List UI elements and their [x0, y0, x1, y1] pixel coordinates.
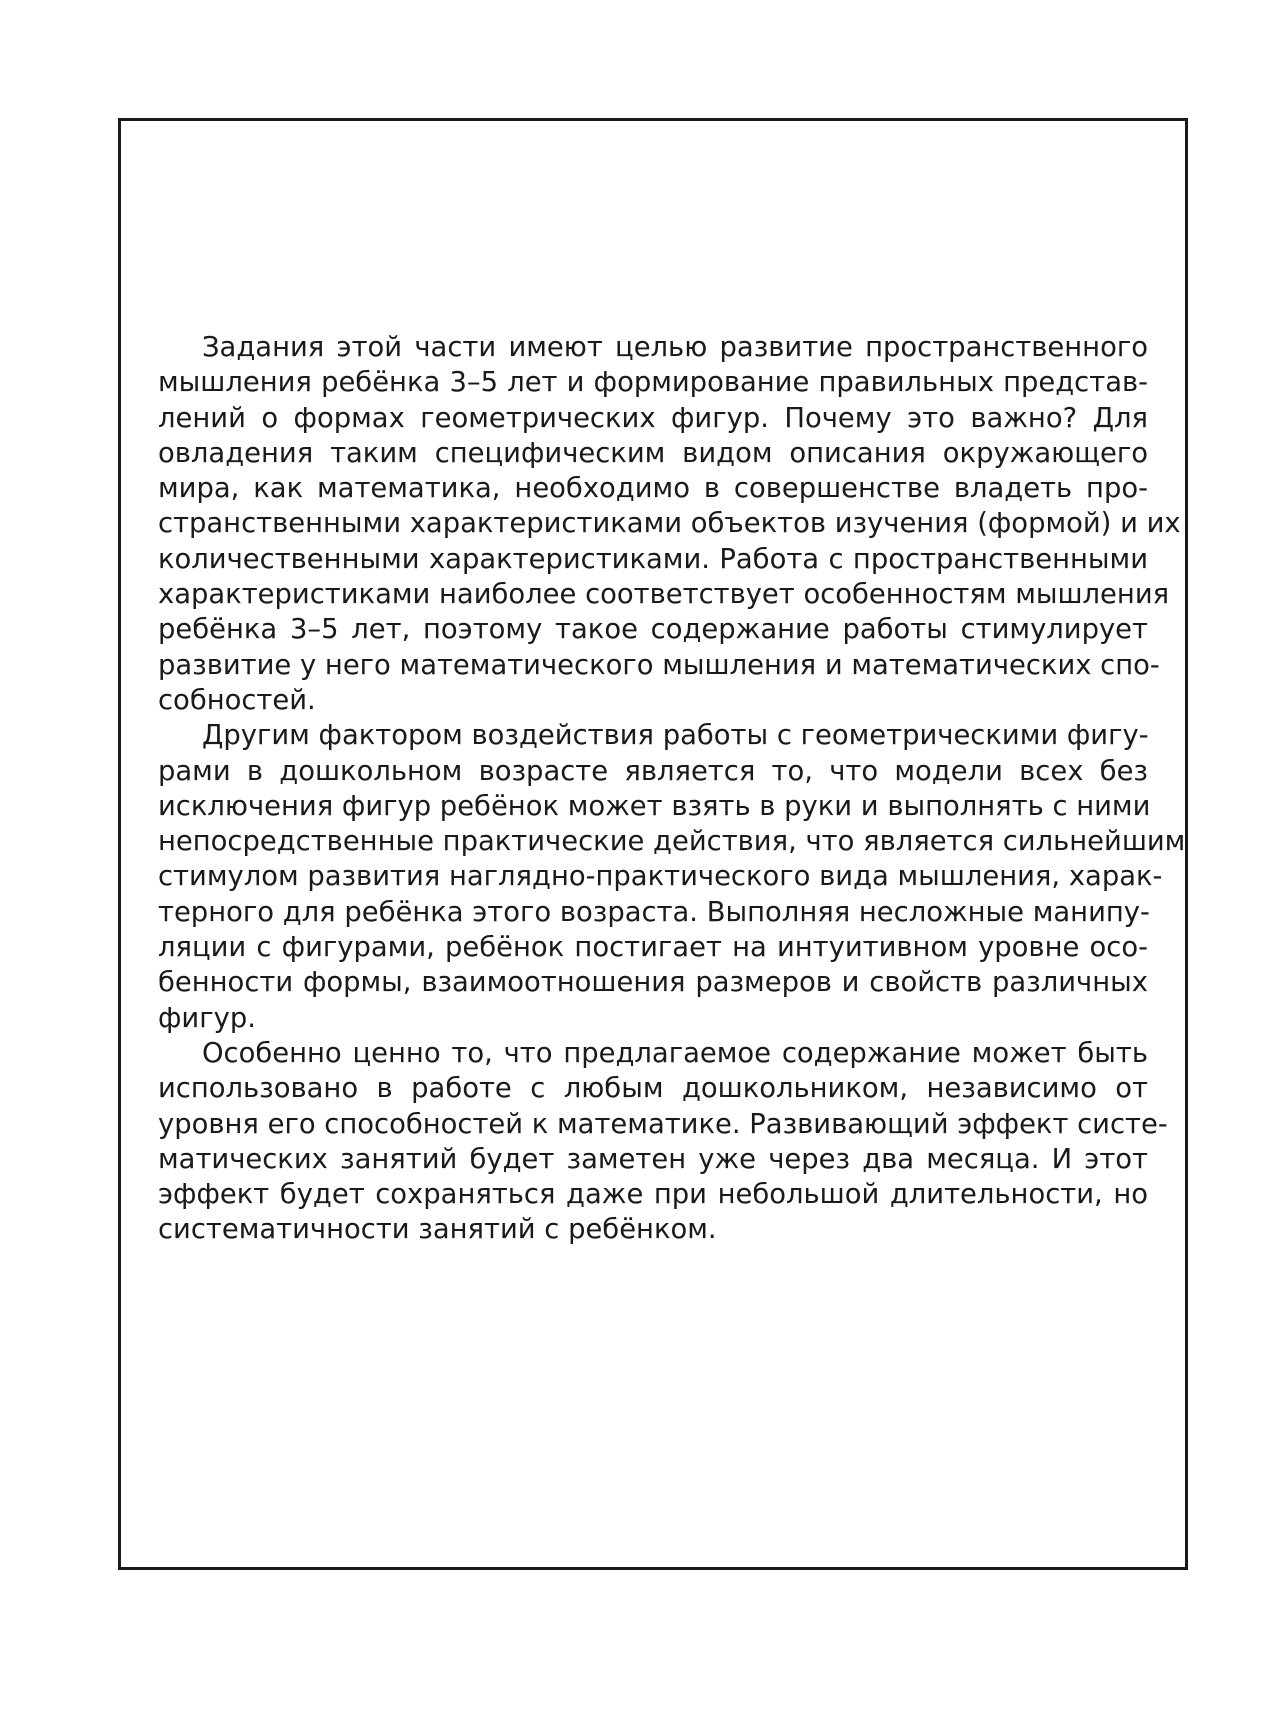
text-line: мышления ребёнка 3–5 лет и формирование правильных представ-	[158, 367, 1148, 399]
text-line: количественными характеристиками. Работа с пространственными	[158, 543, 1148, 575]
text-line: бенности формы, взаимоотношения размеров и свойств различных	[158, 967, 1148, 999]
text-line: терного для ребёнка этого возраста. Выполняя несложные манипу-	[158, 896, 1150, 928]
text-line: развитие у него математического мышления и математических спо-	[158, 649, 1160, 681]
paragraph-2	[158, 718, 1186, 1036]
text-line: странственными характеристиками объектов изучения (формой) и их	[158, 508, 1181, 540]
text-line: ребёнка 3–5 лет, поэтому такое содержание работы стимулирует	[158, 614, 1148, 646]
paragraph-1	[158, 330, 1181, 718]
text-line: ляции с фигурами, ребёнок постигает на интуитивном уровне осо-	[158, 932, 1148, 964]
text-line: лений о формах геометрических фигур. Почему это важно? Для	[158, 402, 1148, 434]
paragraph-3	[158, 1036, 1168, 1248]
text-line: характеристиками наиболее соответствует особенностям мышления	[158, 579, 1170, 611]
text-line: собностей.	[158, 684, 316, 716]
text-line: эффект будет сохраняться даже при небольшой длительности, но	[158, 1179, 1148, 1211]
text-line: Задания этой части имеют целью развитие пространственного	[202, 332, 1148, 363]
text-line: мира, как математика, необходимо в совершенстве владеть про-	[158, 473, 1148, 505]
text-line: Другим фактором воздействия работы с геометрическими фигу-	[202, 720, 1149, 752]
text-line: Особенно ценно то, что предлагаемое содержание может быть	[202, 1037, 1148, 1069]
text-line: уровня его способностей к математике. Развивающий эффект систе-	[158, 1108, 1168, 1140]
text-line: стимулом развития наглядно-практического вида мышления, харак-	[158, 861, 1163, 893]
text-line: использовано в работе с любым дошкольником, независимо от	[158, 1073, 1148, 1105]
text-line: овладения таким специфическим видом описания окружающего	[158, 437, 1148, 469]
text-line: непосредственные практические действия, что является сильнейшим	[158, 826, 1186, 858]
text-line: систематичности занятий с ребёнком.	[158, 1214, 717, 1246]
text-line: матических занятий будет заметен уже через два месяца. И этот	[158, 1143, 1148, 1175]
text-line: рами в дошкольном возрасте является то, что модели всех без	[158, 755, 1148, 787]
body-text	[158, 330, 1186, 1248]
text-line: фигур.	[158, 1002, 256, 1034]
text-line: исключения фигур ребёнок может взять в руки и выполнять с ними	[158, 790, 1151, 822]
